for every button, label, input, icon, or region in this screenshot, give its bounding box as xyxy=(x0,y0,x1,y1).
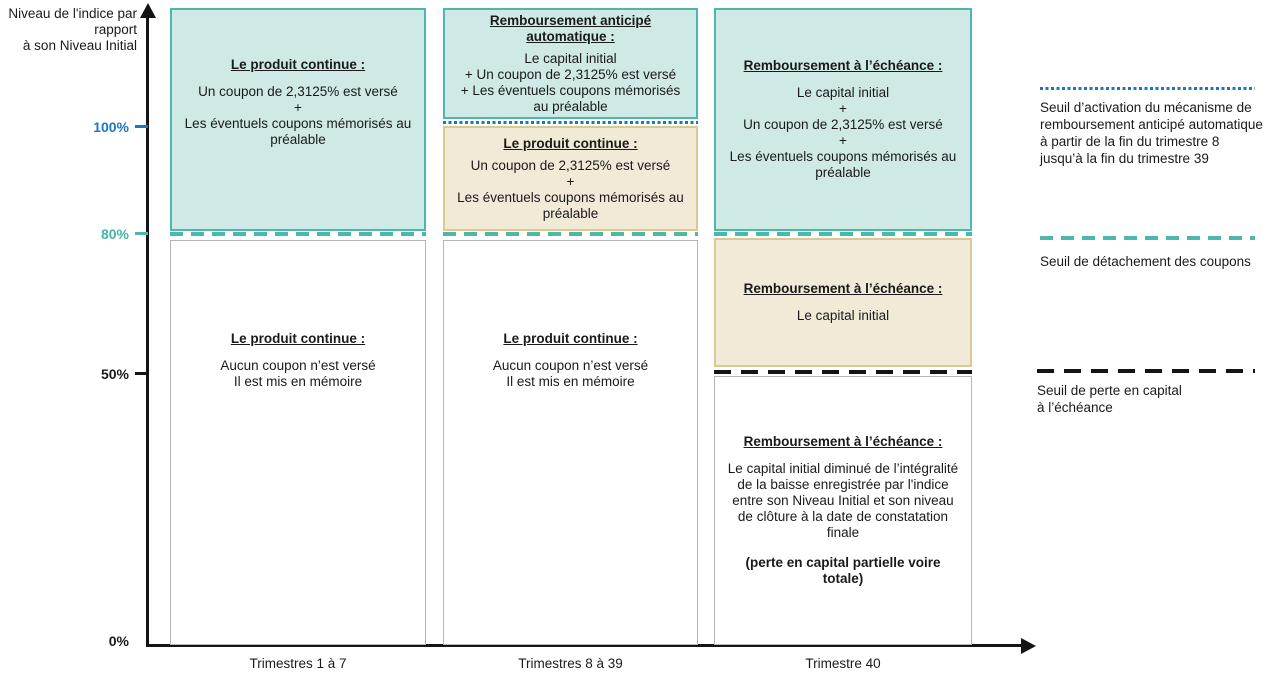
x-label-trimestre-40: Trimestre 40 xyxy=(805,656,881,671)
col2-autocall-box xyxy=(443,8,698,119)
box-title: Le produit continue : xyxy=(503,331,638,346)
box-line: Le capital initial xyxy=(796,308,890,323)
box-line: + xyxy=(839,101,847,116)
legend-coupon-label: Seuil de détachement des coupons xyxy=(1040,254,1251,269)
x-label-trimestres-8-39: Trimestres 8 à 39 xyxy=(518,656,623,671)
box-title: Le produit continue : xyxy=(230,57,366,72)
box-line: Les éventuels coupons mémorisés au préalable xyxy=(729,149,957,180)
legend-autocall-label: Seuil d’activation du mécanisme de remboursement anticipé automatique à partir de la fin du trimestre 8 jusqu’à la fin du trimestre 39 xyxy=(1040,100,1263,166)
box-line: + Un coupon de 2,3125% est versé xyxy=(464,66,677,82)
col3-redemption-full-box xyxy=(714,8,972,231)
y-axis-title xyxy=(0,6,137,54)
x-label-trimestres-1-7: Trimestres 1 à 7 xyxy=(249,656,347,671)
tick-mark-50 xyxy=(135,372,148,375)
col3-redemption-loss-box xyxy=(714,376,972,645)
box-title: Remboursement à l’échéance : xyxy=(743,281,943,296)
tick-mark-80 xyxy=(135,232,148,235)
box-line: Le capital initial xyxy=(524,50,617,66)
col1-continue-coupon-box xyxy=(170,8,426,231)
x-axis-arrow-icon xyxy=(1021,638,1036,654)
legend-coupon-line-sample xyxy=(1040,236,1255,240)
box-line: Aucun coupon n’est versé xyxy=(220,358,376,373)
legend-autocall-line-sample xyxy=(1040,87,1255,90)
box-line: + xyxy=(294,100,302,115)
box-line: Les éventuels coupons mémorisés au préalable xyxy=(457,189,684,221)
box-line: + Les éventuels coupons mémorisés au préalable xyxy=(460,82,681,114)
box-line: Un coupon de 2,3125% est versé xyxy=(743,117,943,132)
loss-threshold-line-col3 xyxy=(714,370,972,374)
box-title: Le produit continue : xyxy=(230,331,366,346)
y-axis-arrow-icon xyxy=(140,3,156,18)
col3-redemption-capital-box xyxy=(714,238,972,367)
tick-label-50: 50% xyxy=(100,366,129,382)
box-line: Il est mis en mémoire xyxy=(506,374,635,389)
col2-continue-nocoupon-box xyxy=(443,240,698,645)
coupon-threshold-line-col1 xyxy=(170,232,426,236)
col2-continue-coupon-box xyxy=(443,126,698,231)
y-axis-title-line: à son Niveau Initial xyxy=(22,38,137,53)
legend-loss-label-line: à l’échéance xyxy=(1037,400,1113,415)
legend-loss-label-line: Seuil de perte en capital xyxy=(1037,383,1182,398)
coupon-threshold-line-col3 xyxy=(714,232,972,236)
y-axis-line xyxy=(146,16,149,647)
tick-label-100: 100% xyxy=(93,119,129,135)
tick-mark-100 xyxy=(135,125,148,128)
box-title: Remboursement à l’échéance : xyxy=(743,58,943,73)
legend-loss-line-sample xyxy=(1037,369,1255,373)
tick-label-80: 80% xyxy=(100,226,129,242)
box-line: + xyxy=(839,133,847,148)
legend-loss-label xyxy=(1037,382,1261,416)
box-line: Aucun coupon n’est versé xyxy=(492,358,649,373)
box-line: Il est mis en mémoire xyxy=(233,374,363,389)
y-axis-title-line: rapport xyxy=(94,22,137,37)
box-line: Un coupon de 2,3125% est versé xyxy=(470,157,671,173)
box-title: Le produit continue : xyxy=(503,135,638,151)
box-line: Un coupon de 2,3125% est versé xyxy=(198,84,398,99)
autocall-threshold-line-col2 xyxy=(443,121,698,124)
box-line: Le capital initial xyxy=(796,85,890,100)
y-axis-title-line: Niveau de l'indice par xyxy=(8,6,137,21)
box-body: Le capital initial diminué de l’intégralité de la baisse enregistrée par l'indice entre son Niveau Initial et son niveau de clôture à la date de constatation finale xyxy=(727,461,959,540)
box-line: + xyxy=(566,173,575,189)
box-title: Remboursement anticipé automatique : xyxy=(489,12,652,44)
tick-label-0: 0% xyxy=(108,633,129,649)
box-title: Remboursement à l’échéance : xyxy=(743,434,943,449)
coupon-threshold-line-col2 xyxy=(443,232,698,236)
box-line: Les éventuels coupons mémorisés au préalable xyxy=(184,116,412,147)
box-note: (perte en capital partielle voire totale) xyxy=(745,555,941,586)
col1-continue-nocoupon-box xyxy=(170,240,426,645)
